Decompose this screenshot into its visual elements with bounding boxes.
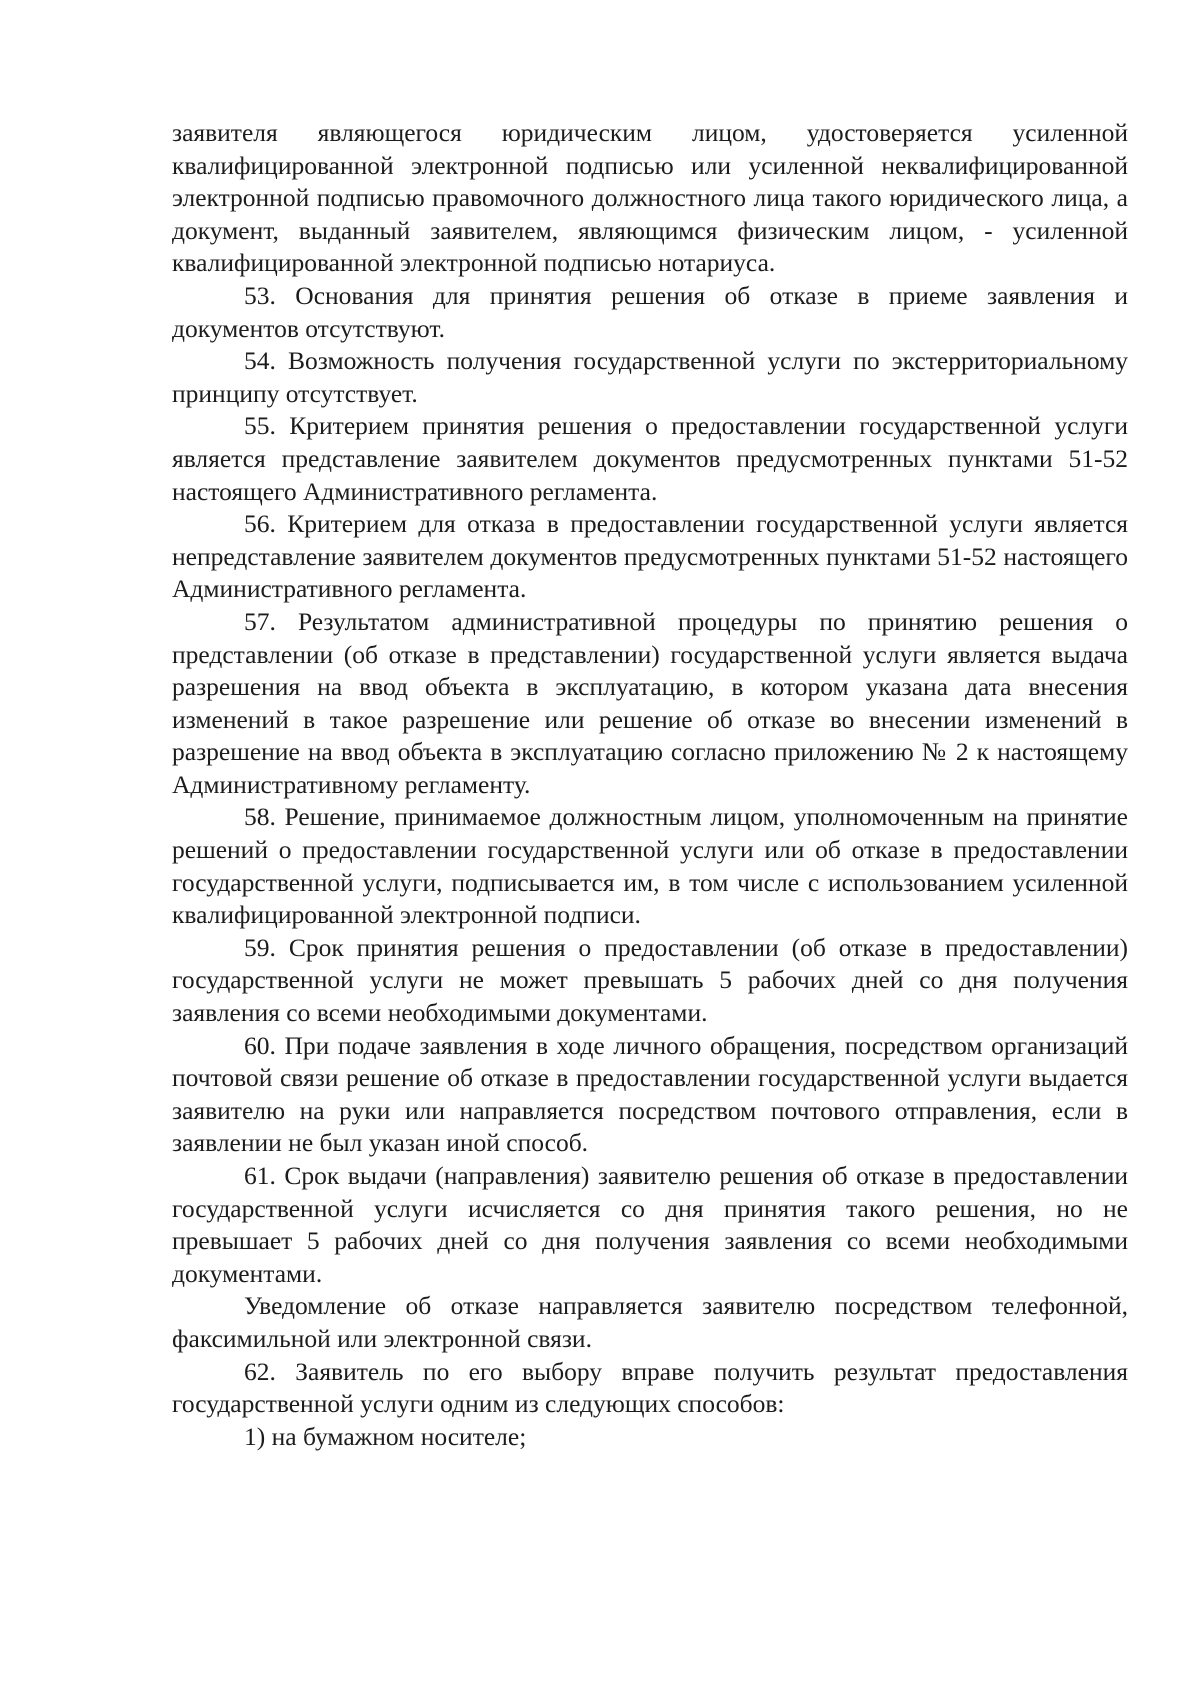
paragraph-62: 62. Заявитель по его выбору вправе получить результат предоставления государственной услуги одним из следующих способов: bbox=[172, 1356, 1128, 1419]
list-item-paper: 1) на бумажном носителе; bbox=[244, 1421, 527, 1451]
paragraph-58: 58. Решение, принимаемое должностным лицом, уполномоченным на принятие решений о предоставлении государственной услуги или об отказе в предоставлении государственной услуги, подписывается им, в том числе с использованием усиленной квалифицированной электронной подписи. bbox=[172, 802, 1128, 930]
paragraph-60: 60. При подаче заявления в ходе личного обращения, посредством организаций почтовой связи решение об отказе в предоставлении государственной услуги выдается заявителю на руки или направляется посредством почтового отправления, если в заявлении не был указан иной способ. bbox=[172, 1030, 1128, 1158]
paragraph-52-continuation: заявителя являющегося юридическим лицом, удостоверяется усиленной квалифицированной электронной подписью или усиленной неквалифицированной электронной подписью правомочного должностного лица такого юридического лица, а документ, выданный заявителем, являющимся физическим лицом, - усиленной квалифицированной электронной подписью нотариуса. bbox=[172, 118, 1128, 278]
paragraph-53: 53. Основания для принятия решения об отказе в приеме заявления и документов отсутствуют. bbox=[172, 280, 1128, 343]
paragraph-59: 59. Срок принятия решения о предоставлении (об отказе в предоставлении) государственной услуги не может превышать 5 рабочих дней со дня получения заявления со всеми необходимыми документами. bbox=[172, 932, 1128, 1028]
paragraph-56: 56. Критерием для отказа в предоставлении государственной услуги является непредставление заявителем документов предусмотренных пунктами 51-52 настоящего Административного регламента. bbox=[172, 509, 1128, 604]
paragraph-refusal-notice: Уведомление об отказе направляется заявителю посредством телефонной, факсимильной или электронной связи. bbox=[172, 1291, 1128, 1353]
paragraph-61: 61. Срок выдачи (направления) заявителю решения об отказе в предоставлении государственной услуги исчисляется со дня принятия такого решения, но не превышает 5 рабочих дней со дня получения заявления со всеми необходимыми документами. bbox=[172, 1161, 1128, 1288]
paragraph-54: 54. Возможность получения государственной услуги по экстерриториальному принципу отсутствует. bbox=[172, 346, 1128, 408]
paragraph-57: 57. Результатом административной процедуры по принятию решения о представлении (об отказе в представлении) государственной услуги является выдача разрешения на ввод объекта в эксплуатацию, в котором указана дата внесения изменений в такое разрешение или решение об отказе во внесении изменений в разрешение на ввод объекта в эксплуатацию согласно приложению № 2 к настоящему Административному регламенту. bbox=[172, 606, 1128, 799]
document-body bbox=[172, 117, 1128, 1453]
paragraph-55: 55. Критерием принятия решения о предоставлении государственной услуги является представление заявителем документов предусмотренных пунктами 51-52 настоящего Административного регламента. bbox=[172, 411, 1128, 506]
